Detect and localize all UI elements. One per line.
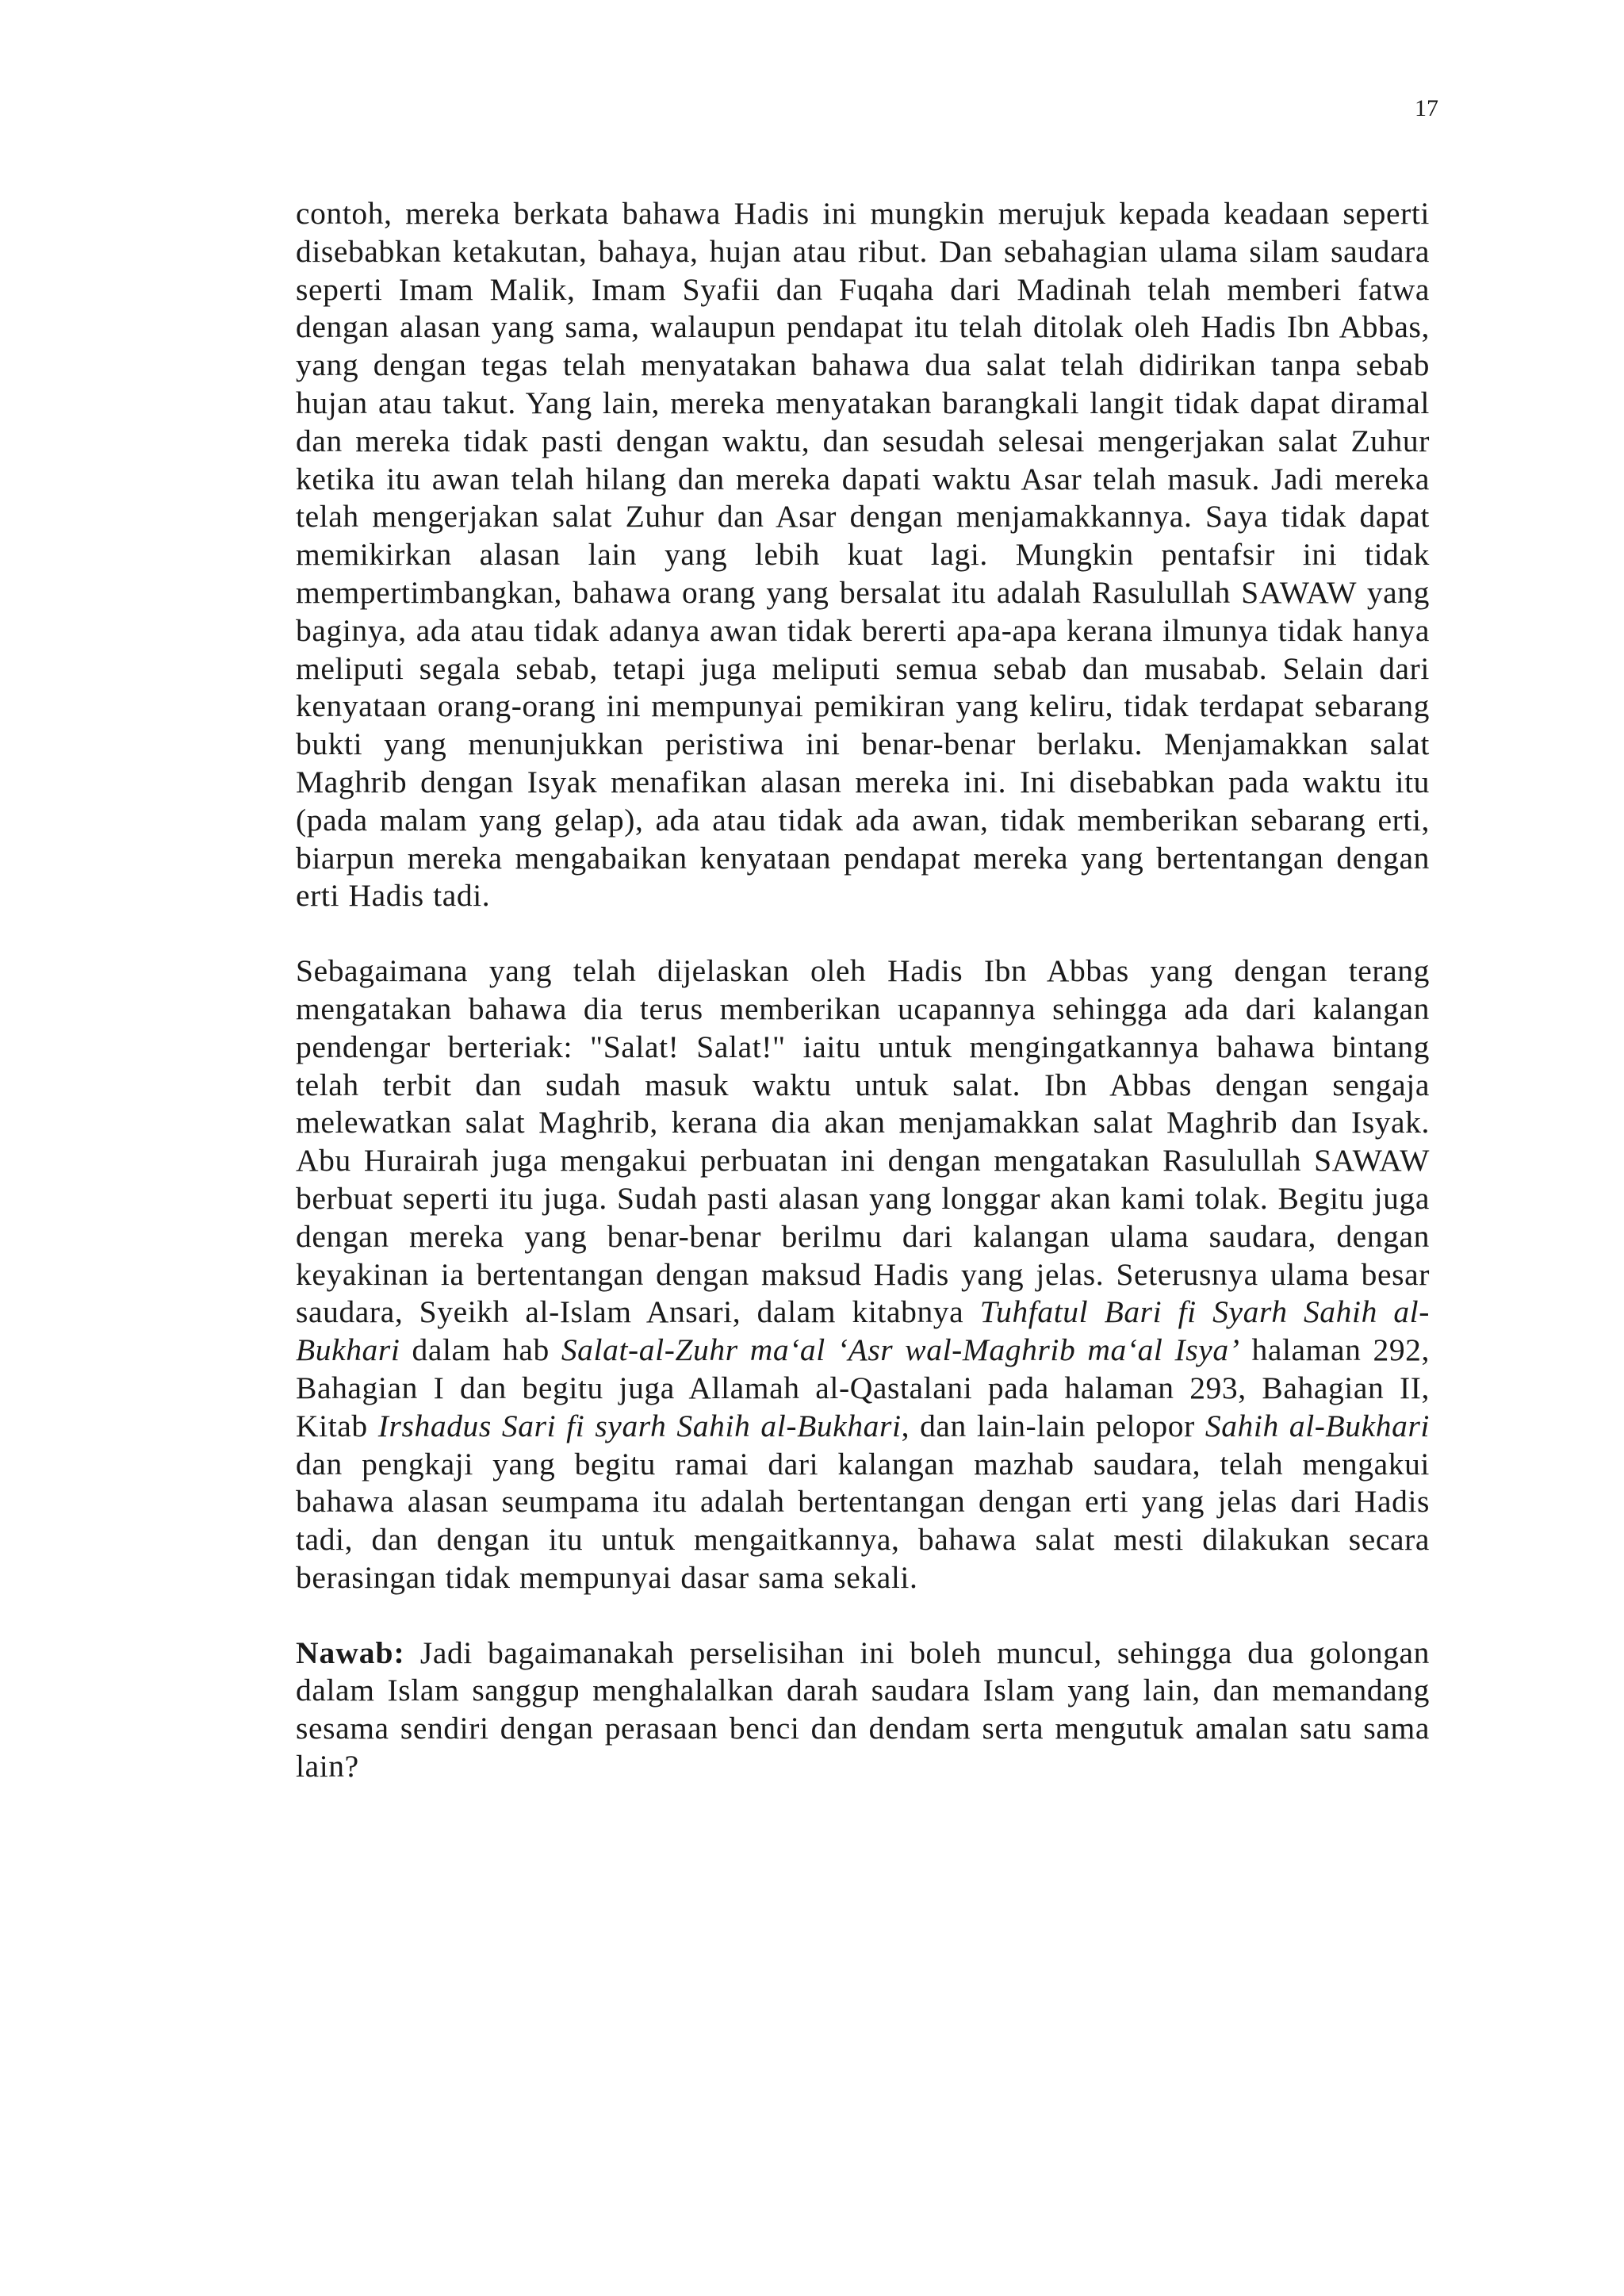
chapter-title-italic: Salat-al-Zuhr ma‘al ‘Asr wal-Maghrib ma‘al Isya’	[561, 1332, 1240, 1368]
speaker-label: Nawab:	[296, 1635, 405, 1670]
paragraph-1	[296, 195, 1430, 915]
book-title-italic: Tuhfatul Bari fi Syarh Sahih al-Bukhari	[296, 1294, 1430, 1368]
text-run: contoh, mereka berkata bahawa Hadis ini mungkin merujuk kepada keadaan seperti disebabkan ketakutan, bahaya, hujan atau ribut. Dan sebahagian ulama silam saudara seperti Imam Malik, Imam Syafii dan Fuqaha dari Madinah telah memberi fatwa dengan alasan yang sama, walaupun pendapat itu telah ditolak oleh Hadis Ibn Abbas, yang dengan tegas telah menyatakan bahawa dua salat telah didirikan tanpa sebab hujan atau takut. Yang lain, mereka menyatakan barangkali langit tidak dapat diramal dan mereka tidak pasti dengan waktu, dan sesudah selesai mengerjakan salat Zuhur ketika itu awan telah hilang dan mereka dapati waktu Asar telah masuk. Jadi mereka telah mengerjakan salat Zuhur dan Asar dengan menjamakkannya. Saya tidak dapat memikirkan alasan lain yang lebih kuat lagi. Mungkin pentafsir ini tidak mempertimbangkan, bahawa orang yang bersalat itu adalah Rasulullah SAWAW yang baginya, ada atau tidak adanya awan tidak bererti apa-apa kerana ilmunya tidak hanya meliputi segala sebab, tetapi juga meliputi semua sebab dan musabab. Selain dari kenyataan orang-orang ini mempunyai pemikiran yang keliru, tidak terdapat sebarang bukti yang menunjukkan peristiwa ini benar-benar berlaku. Menjamakkan salat Maghrib dengan Isyak menafikan alasan mereka ini. Ini disebabkan pada waktu itu (pada malam yang gelap), ada atau tidak ada awan, tidak memberikan sebarang erti, biarpun mereka mengabaikan kenyataan pendapat mereka yang bertentangan dengan erti Hadis tadi.	[296, 196, 1430, 914]
text-run: dan pengkaji yang begitu ramai dari kalangan mazhab saudara, telah mengakui bahawa alasan seumpama itu adalah bertentangan dengan erti yang jelas dari Hadis tadi, dan dengan itu untuk mengaitkannya, bahawa salat mesti dilakukan secara berasingan tidak mempunyai dasar sama sekali.	[296, 1446, 1430, 1595]
document-body	[296, 195, 1430, 1823]
text-run: Sebagaimana yang telah dijelaskan oleh Hadis Ibn Abbas yang dengan terang mengatakan bahawa dia terus memberikan ucapannya sehingga ada dari kalangan pendengar berteriak: "Salat! Salat!" iaitu untuk mengingatkannya bahawa bintang telah terbit dan sudah masuk waktu untuk salat. Ibn Abbas dengan sengaja melewatkan salat Maghrib, kerana dia akan menjamakkan salat Maghrib dan Isyak. Abu Hurairah juga mengakui perbuatan ini dengan mengatakan Rasulullah SAWAW berbuat seperti itu juga. Sudah pasti alasan yang longgar akan kami tolak. Begitu juga dengan mereka yang benar-benar berilmu dari kalangan ulama saudara, dengan keyakinan ia bertentangan dengan maksud Hadis yang jelas. Seterusnya ulama besar saudara, Syeikh al-Islam Ansari, dalam kitabnya	[296, 953, 1430, 1330]
text-run: dalam hab	[400, 1332, 561, 1368]
book-title-italic: Sahih al-Bukhari	[1205, 1408, 1430, 1443]
paragraph-3	[296, 1635, 1430, 1786]
paragraph-2	[296, 953, 1430, 1597]
book-title-italic: Irshadus Sari fi syarh Sahih al-Bukhari	[377, 1408, 902, 1443]
text-run: Jadi bagaimanakah perselisihan ini boleh muncul, sehingga dua golongan dalam Islam sanggup menghalalkan darah saudara Islam yang lain, dan memandang sesama sendiri dengan perasaan benci dan dendam serta mengutuk amalan satu sama lain?	[296, 1635, 1430, 1784]
text-run: , dan lain-lain pelopor	[901, 1408, 1205, 1443]
page-number: 17	[1415, 95, 1438, 121]
text-run: halaman 292, Bahagian I dan begitu juga Allamah al-Qastalani pada halaman 293, Bahagian II, Kitab	[296, 1332, 1430, 1443]
